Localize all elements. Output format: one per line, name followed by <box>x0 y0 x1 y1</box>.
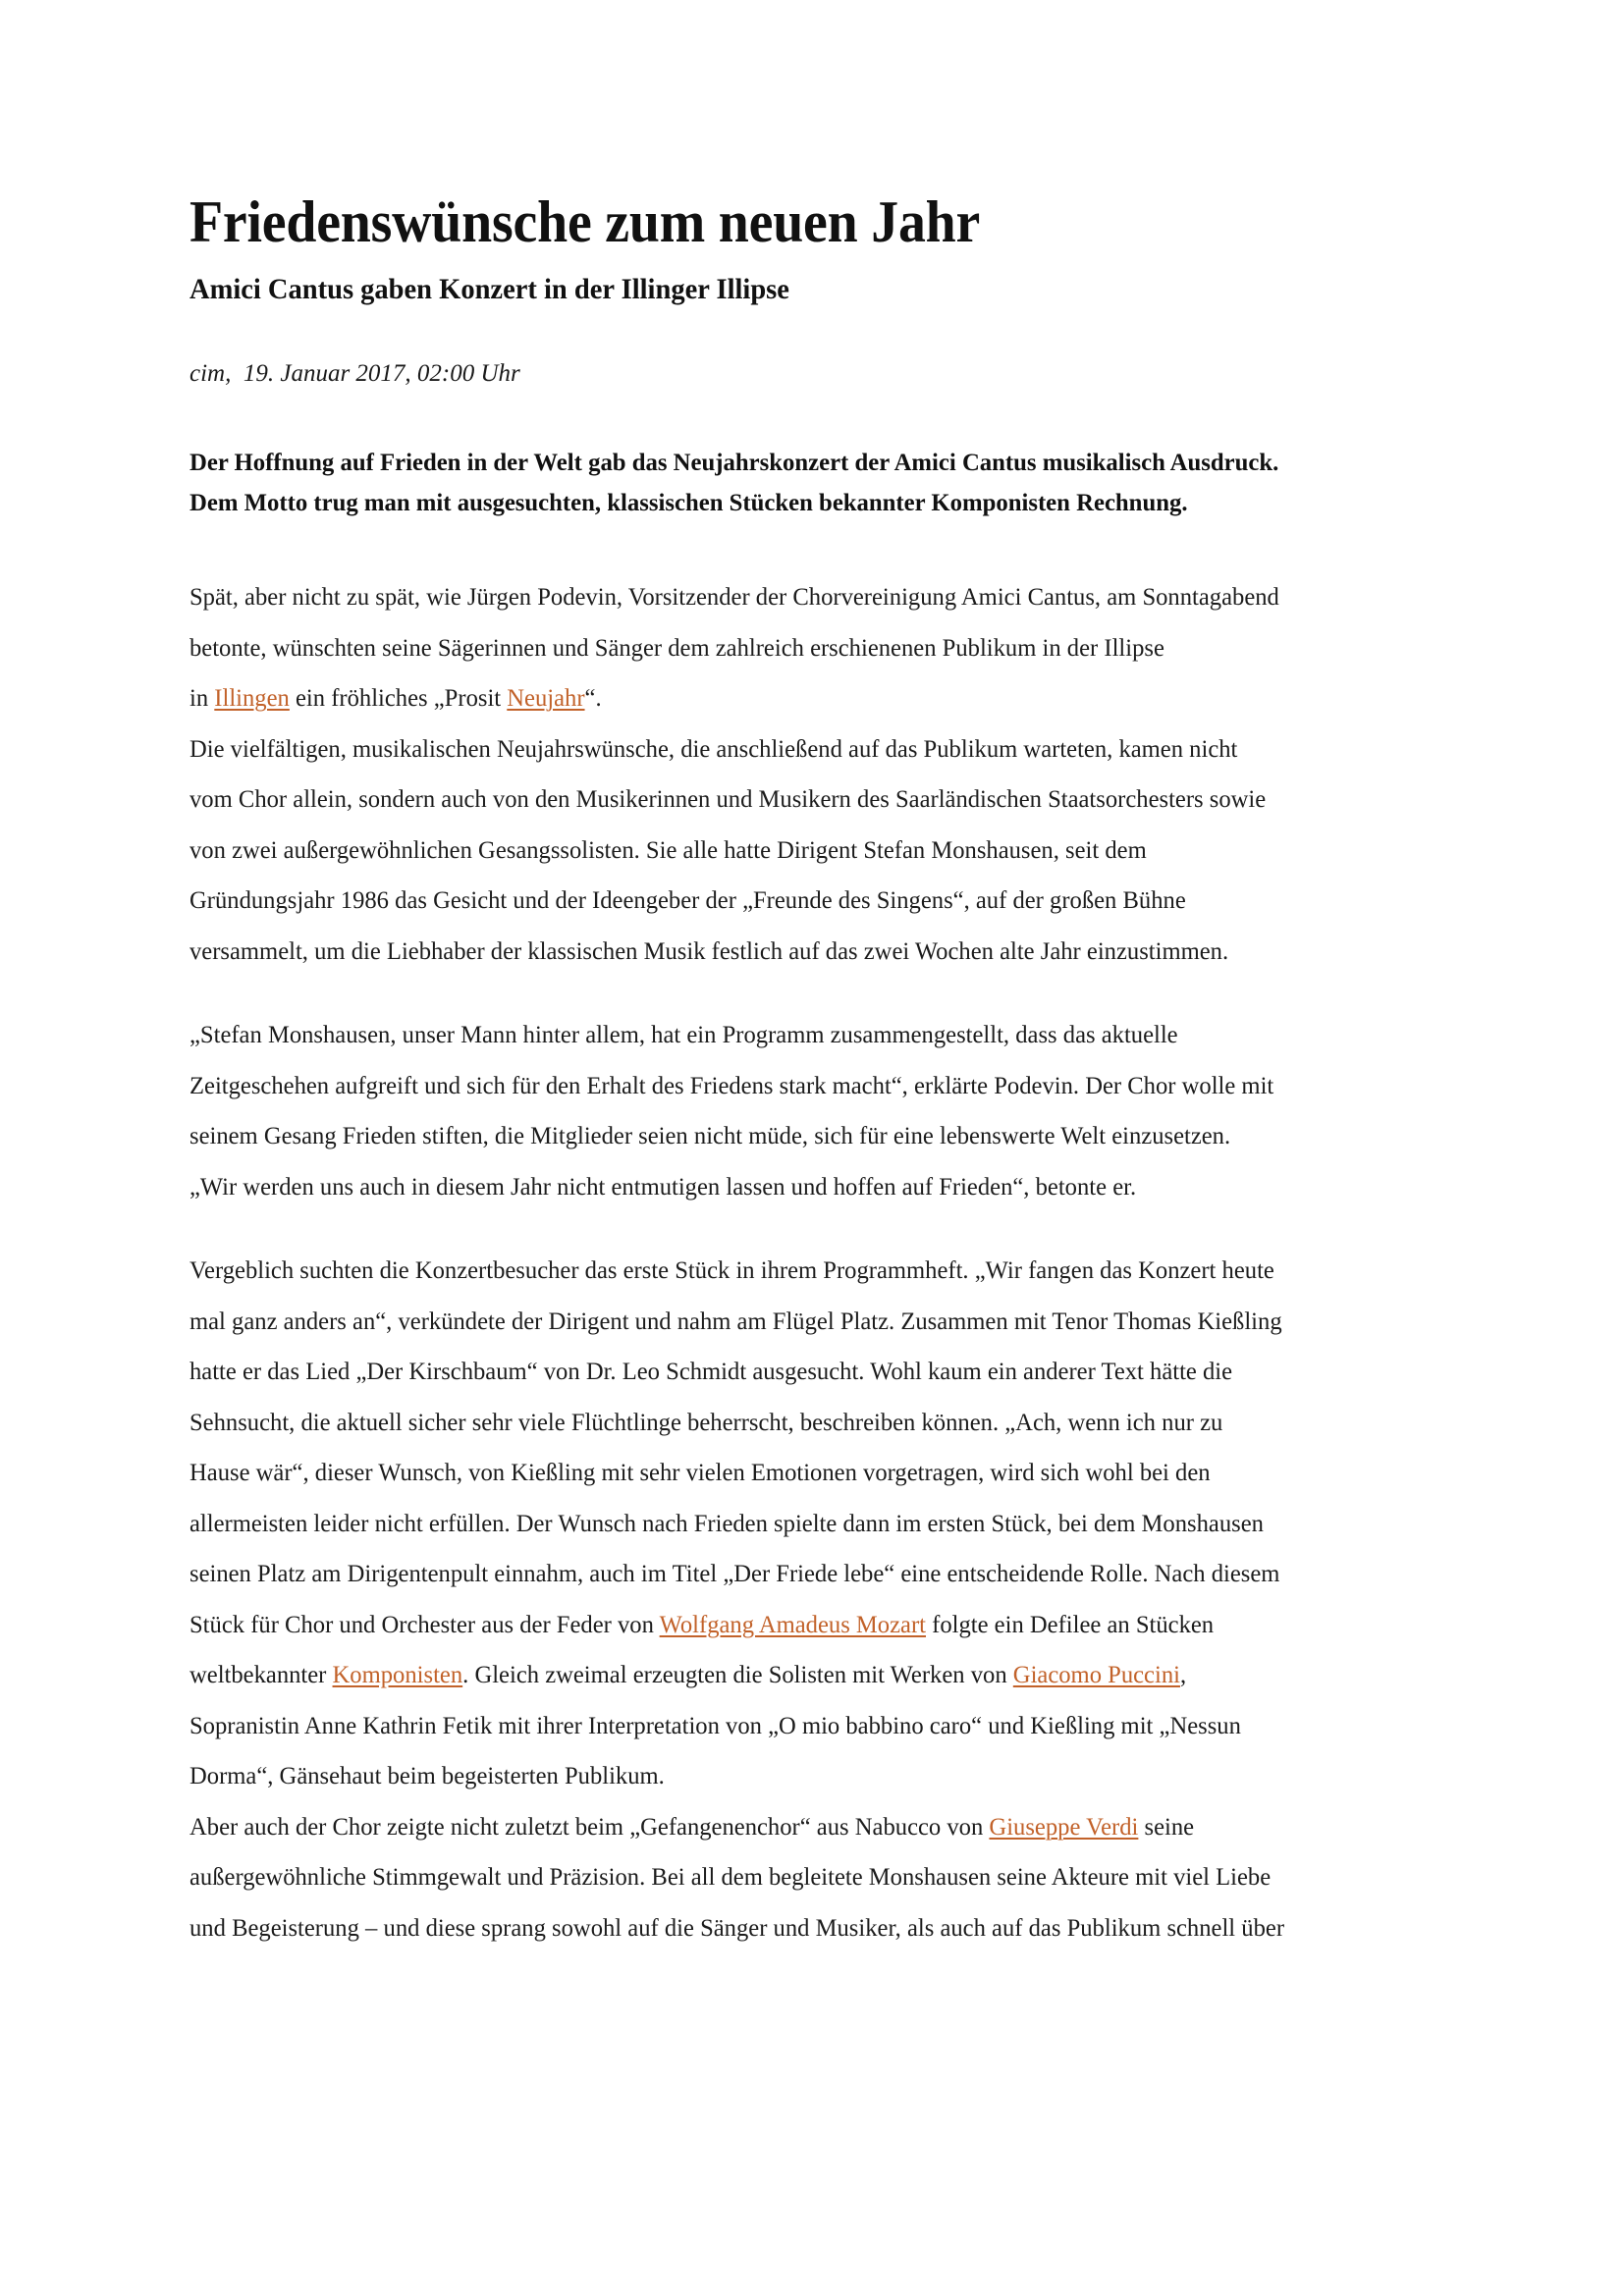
text-line: außergewöhnliche Stimmgewalt und Präzision. Bei all dem begleitete Monshausen seine Akteure mit viel Liebe <box>189 1862 1272 1892</box>
text-fragment: . Gleich zweimal erzeugten die Solisten mit Werken von <box>462 1660 1013 1689</box>
article-subtitle: Amici Cantus gaben Konzert in der Illinger Illipse <box>189 272 789 305</box>
text-line: versammelt, um die Liebhaber der klassischen Musik festlich auf das zwei Wochen alte Jahr einzustimmen. <box>189 935 1229 965</box>
text-fragment: seine <box>1138 1811 1195 1841</box>
text-line <box>189 1649 1422 1700</box>
text-line: seinem Gesang Frieden stiften, die Mitglieder seien nicht müde, sich für eine lebenswerte Welt einzusetzen. <box>189 1121 1231 1150</box>
text-line: Hause wär“, dieser Wunsch, von Kießling mit sehr vielen Emotionen vorgetragen, wird sich wohl bei den <box>189 1458 1211 1487</box>
text-fragment: in <box>189 683 215 713</box>
lead-line: Der Hoffnung auf Frieden in der Welt gab das Neujahrskonzert der Amici Cantus musikalisch Ausdruck. <box>189 447 1279 476</box>
text-line: Dorma“, Gänsehaut beim begeisterten Publikum. <box>189 1761 665 1790</box>
link-wolfgang-amadeus-mozart[interactable]: Wolfgang Amadeus Mozart <box>659 1609 926 1638</box>
text-line: Gründungsjahr 1986 das Gesicht und der Ideengeber der „Freunde des Singens“, auf der großen Bühne <box>189 885 1186 915</box>
text-line: seinen Platz am Dirigentenpult einnahm, auch im Titel „Der Friede lebe“ eine entscheidende Rolle. Nach diesem <box>189 1559 1280 1588</box>
link-illingen[interactable]: Illingen <box>214 683 290 713</box>
text-fragment: Aber auch der Chor zeigte nicht zuletzt beim „Gefangenenchor“ aus Nabucco von <box>189 1811 990 1841</box>
text-line: „Wir werden uns auch in diesem Jahr nicht entmutigen lassen und hoffen auf Frieden“, betonte er. <box>189 1171 1137 1201</box>
paragraph-5 <box>189 1801 1422 1953</box>
link-neujahr[interactable]: Neujahr <box>507 683 585 713</box>
article-lead <box>189 442 1418 523</box>
text-fragment: “. <box>584 683 602 713</box>
text-fragment: folgte ein Defilee an Stücken <box>925 1609 1215 1638</box>
paragraph-1 <box>189 571 1422 723</box>
text-line: vom Chor allein, sondern auch von den Musikerinnen und Musikern des Saarländischen Staatsorchesters sowie <box>189 784 1267 814</box>
text-line: hatte er das Lied „Der Kirschbaum“ von Dr. Leo Schmidt ausgesucht. Wohl kaum ein anderer Text hätte die <box>189 1357 1233 1386</box>
link-giuseppe-verdi[interactable]: Giuseppe Verdi <box>989 1811 1139 1841</box>
text-fragment: , <box>1179 1660 1187 1689</box>
paragraph-3 <box>189 1009 1422 1211</box>
text-line <box>189 1801 1422 1852</box>
link-giacomo-puccini[interactable]: Giacomo Puccini <box>1012 1660 1180 1689</box>
paragraph-4 <box>189 1245 1422 1801</box>
text-line <box>189 672 1422 723</box>
paragraph-2 <box>189 723 1422 977</box>
article-byline: cim, 19. Januar 2017, 02:00 Uhr <box>189 359 520 387</box>
text-line: mal ganz anders an“, verkündete der Dirigent und nahm am Flügel Platz. Zusammen mit Tenor Thomas Kießling <box>189 1306 1282 1335</box>
text-line: Vergeblich suchten die Konzertbesucher das erste Stück in ihrem Programmheft. „Wir fangen das Konzert heute <box>189 1255 1274 1285</box>
text-line <box>189 1599 1422 1650</box>
text-line: Die vielfältigen, musikalischen Neujahrswünsche, die anschließend auf das Publikum warteten, kamen nicht <box>189 733 1238 763</box>
text-fragment: ein fröhliches „Prosit <box>289 683 508 713</box>
text-fragment: Stück für Chor und Orchester aus der Feder von <box>189 1609 660 1638</box>
text-line: von zwei außergewöhnlichen Gesangssolisten. Sie alle hatte Dirigent Stefan Monshausen, seit dem <box>189 834 1147 864</box>
article-body <box>189 191 1446 1952</box>
link-komponisten[interactable]: Komponisten <box>332 1660 463 1689</box>
text-line: Zeitgeschehen aufgreift und sich für den Erhalt des Friedens stark macht“, erklärte Podevin. Der Chor wolle mit <box>189 1070 1274 1099</box>
text-line: „Stefan Monshausen, unser Mann hinter allem, hat ein Programm zusammengestellt, dass das aktuelle <box>189 1020 1178 1049</box>
text-line: Sehnsucht, die aktuell sicher sehr viele Flüchtlinge beherrscht, beschreiben können. „Ach, wenn ich nur zu <box>189 1407 1223 1436</box>
lead-line: Dem Motto trug man mit ausgesuchten, klassischen Stücken bekannter Komponisten Rechnung. <box>189 488 1188 517</box>
text-line: und Begeisterung – und diese sprang sowohl auf die Sänger und Musiker, als auch auf das Publikum schnell über <box>189 1912 1285 1942</box>
text-fragment: weltbekannter <box>189 1660 333 1689</box>
text-line: betonte, wünschten seine Sägerinnen und Sänger dem zahlreich erschienenen Publikum in der Illipse <box>189 632 1164 662</box>
text-line: Sopranistin Anne Kathrin Fetik mit ihrer Interpretation von „O mio babbino caro“ und Kießling mit „Nessun <box>189 1710 1241 1739</box>
text-line: allermeisten leider nicht erfüllen. Der Wunsch nach Frieden spielte dann im ersten Stück, bei dem Monshausen <box>189 1508 1264 1537</box>
page-title: Friedenswünsche zum neuen Jahr <box>189 189 981 254</box>
text-line: Spät, aber nicht zu spät, wie Jürgen Podevin, Vorsitzender der Chorvereinigung Amici Cantus, am Sonntagabend <box>189 582 1279 612</box>
